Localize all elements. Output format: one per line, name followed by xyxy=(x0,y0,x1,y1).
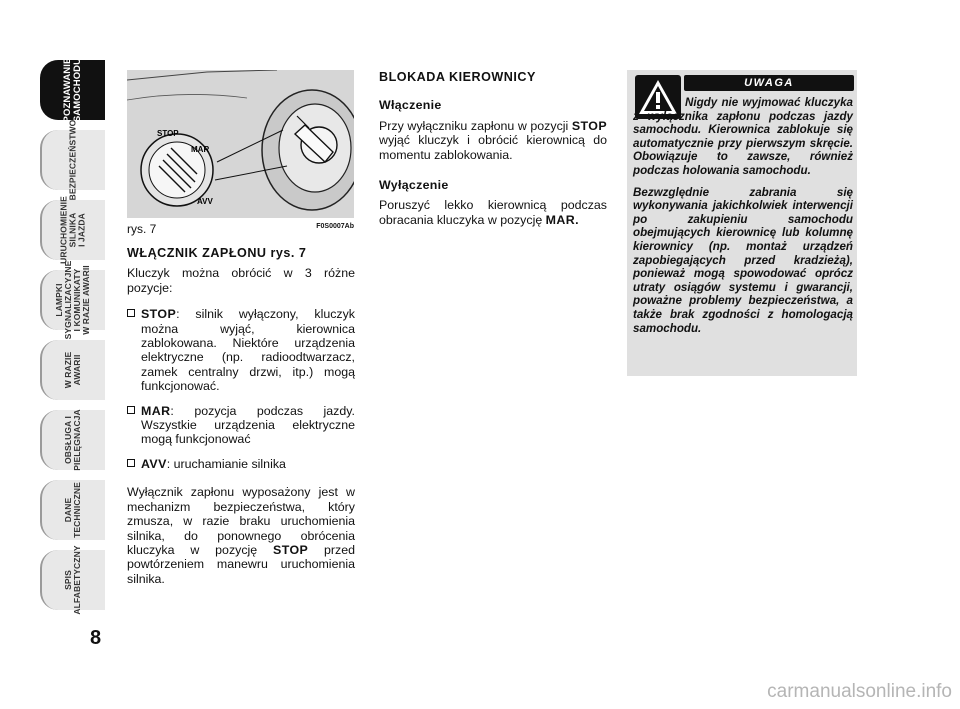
note-key: STOP xyxy=(273,542,309,557)
checkbox-bullet-icon xyxy=(127,406,135,414)
list-item xyxy=(127,404,355,447)
watermark: carmanualsonline.info xyxy=(767,681,952,702)
release-pre: Poruszyć lekko kierownicą podczas obracania kluczyka w pozycję xyxy=(379,198,607,227)
engage-post: wyjąć kluczyk i obrócić kierownicą do momentu zablokowania. xyxy=(379,133,607,162)
stop-label: STOP xyxy=(157,129,179,138)
figure-code: F0S0007Ab xyxy=(316,223,354,230)
page-number: 8 xyxy=(90,627,102,649)
warning-box xyxy=(627,70,857,376)
engage-title: Włączenie xyxy=(379,98,442,113)
checkbox-bullet-icon xyxy=(127,459,135,467)
engage-pre: Przy wyłączniku zapłonu w pozycji xyxy=(379,118,572,133)
ignition-note xyxy=(127,485,355,586)
warning-paragraph-1: Nigdy nie wyjmować kluczyka z wyłącznika zapłonu podczas jazdy samochodu. Kierownica zablokuje się automatycznie przy pierwszym skręcie. Obowiązuje to zawsze, również podczas holowania samochodu. xyxy=(633,96,853,177)
position-key: STOP xyxy=(141,307,177,322)
ignition-title: WŁĄCZNIK ZAPŁONU rys. 7 xyxy=(127,246,307,260)
position-key: AVV xyxy=(141,456,167,471)
tab-label: BEZPIECZEŃSTWO xyxy=(67,119,78,201)
release-text xyxy=(379,198,607,227)
tab-uruchomienie-silnika[interactable] xyxy=(40,196,105,264)
warning-body xyxy=(633,96,853,343)
list-item xyxy=(127,307,355,393)
release-key: MAR. xyxy=(545,212,579,227)
position-text: : silnik wyłączony, kluczyk można wyjąć, kierownica zablokowana. Niektóre urządzenia elektryczne (np. radioodtwarzacz, zamek centralny drzwi, itp.) mogą funkcjonować. xyxy=(141,307,355,394)
list-item xyxy=(127,457,355,471)
tab-label: W RAZIE AWARII xyxy=(63,351,82,389)
chapter-sidebar xyxy=(40,57,105,620)
tab-w-razie-awarii[interactable] xyxy=(40,340,105,400)
tab-label: URUCHOMIENIE SILNIKA I JAZDA xyxy=(58,196,87,264)
tab-label: OBSŁUGA I PIELĘGNACJA xyxy=(63,409,82,471)
tab-label: SPIS ALFABETYCZNY xyxy=(63,545,82,615)
avv-label: AVV xyxy=(197,197,213,206)
ignition-switch-illustration xyxy=(127,70,354,218)
position-text: : uruchamianie silnika xyxy=(166,456,286,471)
steering-lock-title: BLOKADA KIEROWNICY xyxy=(379,70,536,84)
figure-caption xyxy=(127,222,354,236)
tab-spis-alfabetyczny[interactable] xyxy=(40,545,105,615)
tab-label: POZNAWANIE SAMOCHODU xyxy=(62,57,83,123)
position-text: : pozycja podczas jazdy. Wszystkie urządzenia elektryczne mogą funkcjonować xyxy=(141,403,355,447)
figure-number: rys. 7 xyxy=(127,222,157,236)
tab-lampki-sygnalizacyjne[interactable] xyxy=(40,260,105,340)
engage-key: STOP xyxy=(571,118,607,133)
warning-paragraph-2: Bezwzględnie zabrania się wykonywania jakichkolwiek interwencji po zakupieniu samochodu obejmujących kierownicę lub kolumnę kierownicy (np. montaż urządzeń zapobiegających przed kradzieżą), ponieważ mogą spowodować oprócz utraty osiągów systemu i gwarancji, poważne problemy bezpieczeństwa, a także brak zgodności z homologacją samochodu. xyxy=(633,185,853,335)
tab-dane-techniczne[interactable] xyxy=(40,480,105,540)
tab-label: LAMPKI SYGNALIZACYJNE I KOMUNIKATY W RAZIE AWARII xyxy=(54,260,91,340)
tab-poznawanie-samochodu[interactable] xyxy=(40,57,105,123)
steering-lock-section xyxy=(379,70,607,239)
checkbox-bullet-icon xyxy=(127,309,135,317)
ignition-switch-figure xyxy=(127,70,354,218)
tab-obsluga-pielegnacja[interactable] xyxy=(40,410,105,470)
position-key: MAR xyxy=(141,403,171,418)
ignition-section xyxy=(127,246,355,598)
note-text-end: przed powtórzeniem manewru uruchomienia silnika. xyxy=(127,542,355,586)
mar-label: MAR xyxy=(191,145,210,154)
warning-header: UWAGA xyxy=(684,75,854,91)
note-text: Wyłącznik zapłonu wyposażony jest w mechanizm bezpieczeństwa, który zmusza, w razie braku uruchomienia silnika, do ponownego obrócenia kluczyka w pozycję xyxy=(127,485,355,557)
tab-label: DANE TECHNICZNE xyxy=(63,482,82,538)
release-title: Wyłączenie xyxy=(379,178,449,193)
engage-text xyxy=(379,119,607,162)
ignition-intro: Kluczyk można obrócić w 3 różne pozycje: xyxy=(127,266,355,295)
tab-bezpieczenstwo[interactable] xyxy=(40,119,105,201)
